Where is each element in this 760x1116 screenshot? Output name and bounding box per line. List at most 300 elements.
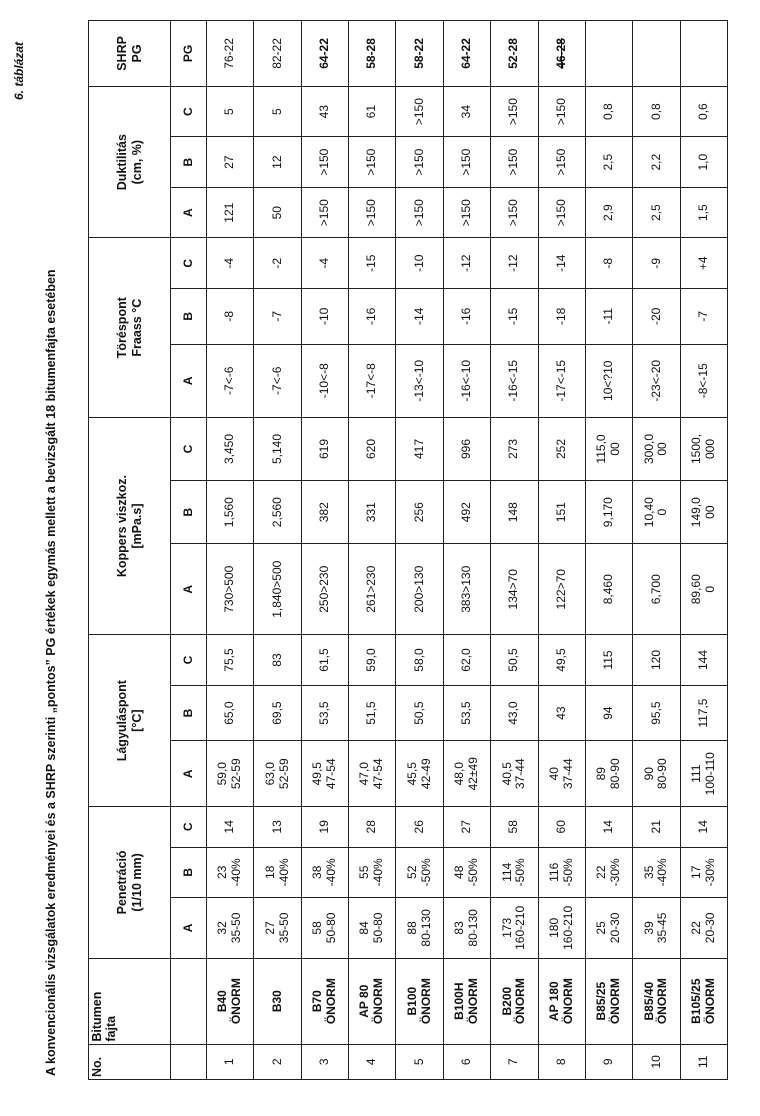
header-koppers-line1: Koppers viszkoz. — [115, 475, 130, 578]
cell-kop-c: 996 — [443, 417, 490, 480]
cell-pen-b — [680, 847, 727, 898]
cell-kop-a: 261>230 — [349, 544, 396, 635]
cell-line: 40,5 — [499, 762, 514, 786]
cell-no: 10 — [633, 1044, 680, 1079]
subheader-c: C — [171, 86, 207, 137]
cell-line: 00 — [608, 442, 623, 456]
cell-line: 000 — [702, 438, 717, 459]
cell-duk-a: 1,5 — [680, 187, 727, 238]
cell-line: 80-130 — [465, 909, 480, 947]
subheader-a: A — [171, 544, 207, 635]
cell-kop-b: 256 — [396, 481, 443, 544]
cell-pg: 46-28 — [538, 21, 585, 87]
cell-pen-a — [254, 898, 301, 959]
cell-pg: 58-28 — [349, 21, 396, 87]
table-header — [89, 21, 207, 1080]
subheader-empty — [171, 1044, 207, 1079]
cell-line: 22 — [689, 921, 703, 935]
cell-kop-c — [585, 417, 632, 480]
header-torespont-line1: Töréspont — [115, 297, 130, 359]
cell-name — [207, 958, 254, 1044]
table-row — [491, 21, 538, 1080]
cell-pen-c: 58 — [491, 807, 538, 847]
cell-name — [585, 958, 632, 1044]
cell-pen-c: 28 — [349, 807, 396, 847]
cell-lag-b: 50,5 — [396, 685, 443, 741]
cell-lag-a — [254, 741, 301, 807]
cell-duk-c: 5 — [207, 86, 254, 137]
cell-line: 0 — [655, 508, 670, 516]
cell-line: ÖNORM — [655, 978, 670, 1025]
cell-kop-b — [680, 481, 727, 544]
cell-name — [538, 958, 585, 1044]
table-row — [254, 21, 301, 1080]
cell-kop-a — [680, 544, 727, 635]
cell-no: 4 — [349, 1044, 396, 1079]
cell-line: 47,0 — [357, 762, 372, 786]
cell-lag-b: 65,0 — [207, 685, 254, 741]
cell-tor-b: -7 — [680, 289, 727, 345]
cell-pen-b — [207, 847, 254, 898]
header-lagyulaspont-line1: Lágyuláspont — [115, 680, 130, 762]
cell-name — [491, 958, 538, 1044]
subheader-empty — [171, 958, 207, 1044]
cell-line: ÖNORM — [560, 978, 575, 1025]
cell-duk-c: 5 — [254, 86, 301, 137]
cell-kop-a: 6,700 — [633, 544, 680, 635]
cell-line: 35-50 — [229, 912, 244, 944]
cell-pen-b — [254, 847, 301, 898]
cell-line: 80-90 — [655, 758, 670, 790]
cell-line: 42±49 — [465, 757, 480, 791]
cell-line: 32 — [215, 921, 230, 935]
cell-line: 48 — [452, 865, 467, 879]
cell-pen-c: 27 — [443, 807, 490, 847]
table-row — [585, 21, 632, 1080]
header-penetracio-line2: (1/10 mm) — [129, 853, 144, 912]
cell-tor-b: -8 — [207, 289, 254, 345]
cell-duk-c: >150 — [538, 86, 585, 137]
cell-lag-b: 53,5 — [301, 685, 348, 741]
cell-line: 39 — [641, 921, 656, 935]
cell-no: 2 — [254, 1044, 301, 1079]
cell-line: 116 — [546, 862, 561, 882]
cell-duk-c: 0,6 — [680, 86, 727, 137]
cell-kop-b: 382 — [301, 481, 348, 544]
cell-lag-b: 94 — [585, 685, 632, 741]
cell-duk-a: >150 — [301, 187, 348, 238]
cell-line: 25 — [594, 921, 609, 935]
cell-pen-b — [633, 847, 680, 898]
cell-line: B30 — [269, 990, 284, 1013]
cell-kop-c — [680, 417, 727, 480]
cell-lag-a — [680, 741, 727, 807]
cell-line: -40% — [276, 858, 291, 887]
cell-tor-c: +4 — [680, 238, 727, 289]
cell-pen-a — [301, 898, 348, 959]
cell-tor-c: -9 — [633, 238, 680, 289]
data-table — [88, 20, 728, 1080]
cell-pen-b — [349, 847, 396, 898]
subheader-a: A — [171, 898, 207, 959]
cell-pen-c: 14 — [207, 807, 254, 847]
cell-kop-a: 134>70 — [491, 544, 538, 635]
cell-line: 17 — [689, 865, 703, 879]
cell-pg: 58-22 — [396, 21, 443, 87]
cell-line: 180 — [546, 917, 561, 938]
cell-lag-c: 50,5 — [491, 635, 538, 686]
cell-pen-c: 14 — [680, 807, 727, 847]
cell-tor-c: -4 — [301, 238, 348, 289]
cell-pg: 64-22 — [301, 21, 348, 87]
header-duktilitas — [89, 86, 171, 238]
cell-line: -50% — [465, 858, 480, 887]
table-row — [396, 21, 443, 1080]
cell-line: 35 — [641, 865, 656, 879]
table-caption: 6. táblázat — [12, 41, 26, 100]
cell-pen-c: 13 — [254, 807, 301, 847]
cell-no: 3 — [301, 1044, 348, 1079]
cell-no: 7 — [491, 1044, 538, 1079]
header-penetracio — [89, 807, 171, 959]
cell-pen-c: 19 — [301, 807, 348, 847]
cell-line: 84 — [357, 921, 372, 935]
cell-pg: 76-22 — [207, 21, 254, 87]
cell-tor-b: -11 — [585, 289, 632, 345]
cell-tor-a: -7<-6 — [254, 344, 301, 417]
cell-kop-b: 1,560 — [207, 481, 254, 544]
cell-pen-b — [396, 847, 443, 898]
cell-line: B85/25 — [594, 981, 609, 1021]
cell-pen-c: 21 — [633, 807, 680, 847]
header-duktilitas-line2: (cm, %) — [129, 139, 144, 185]
cell-kop-c: 5,140 — [254, 417, 301, 480]
cell-tor-a: -7<-6 — [207, 344, 254, 417]
header-shrp-line2: PG — [129, 44, 144, 63]
cell-line: 89 — [594, 767, 609, 781]
cell-lag-a — [491, 741, 538, 807]
cell-line: 114 — [499, 862, 514, 882]
cell-line: 27 — [262, 921, 277, 935]
cell-line: 50-80 — [323, 912, 338, 944]
cell-lag-c: 49,5 — [538, 635, 585, 686]
header-bitumen-line1: Bitumen — [90, 991, 104, 1042]
cell-duk-c: 43 — [301, 86, 348, 137]
cell-line: ÖNORM — [418, 978, 433, 1025]
cell-line: B40 — [215, 990, 230, 1013]
cell-kop-c: 252 — [538, 417, 585, 480]
header-bitumen-line2: fajta — [104, 1015, 119, 1042]
cell-kop-c — [633, 417, 680, 480]
cell-line: 45,5 — [404, 762, 419, 786]
subheader-b: B — [171, 137, 207, 188]
cell-tor-c: -15 — [349, 238, 396, 289]
cell-pen-c: 26 — [396, 807, 443, 847]
cell-tor-a: -17<-15 — [538, 344, 585, 417]
cell-pen-a — [538, 898, 585, 959]
cell-tor-b: -15 — [491, 289, 538, 345]
cell-pen-a — [633, 898, 680, 959]
cell-lag-b: 43 — [538, 685, 585, 741]
cell-line: -40% — [323, 858, 338, 887]
cell-lag-a — [349, 741, 396, 807]
cell-kop-b: 492 — [443, 481, 490, 544]
cell-lag-a — [301, 741, 348, 807]
cell-line: 50-80 — [371, 912, 386, 944]
cell-line: ÖNORM — [702, 978, 717, 1025]
cell-tor-a: -10<-8 — [301, 344, 348, 417]
cell-name — [680, 958, 727, 1044]
cell-kop-c: 619 — [301, 417, 348, 480]
cell-pen-a — [207, 898, 254, 959]
cell-line: 00 — [655, 442, 670, 456]
cell-line: 47-54 — [323, 758, 338, 790]
header-bitumen — [89, 958, 171, 1044]
cell-line: 37-44 — [560, 758, 575, 790]
cell-line: 160-210 — [560, 905, 575, 950]
cell-kop-a: 250>230 — [301, 544, 348, 635]
subheader-c: C — [171, 807, 207, 847]
cell-duk-c: 0,8 — [633, 86, 680, 137]
cell-lag-c: 120 — [633, 635, 680, 686]
cell-line: 47-54 — [371, 758, 386, 790]
cell-kop-c: 273 — [491, 417, 538, 480]
cell-no: 11 — [680, 1044, 727, 1079]
cell-tor-c: -10 — [396, 238, 443, 289]
cell-lag-b: 95,5 — [633, 685, 680, 741]
cell-line: 160-210 — [513, 905, 528, 950]
table-body — [207, 21, 728, 1080]
cell-kop-c: 620 — [349, 417, 396, 480]
cell-line: 10,40 — [641, 497, 656, 528]
cell-line: 20-30 — [702, 912, 717, 944]
cell-duk-a: >150 — [349, 187, 396, 238]
cell-pen-a — [585, 898, 632, 959]
cell-line: 52 — [404, 865, 419, 879]
cell-pen-b — [301, 847, 348, 898]
cell-line: ÖNORM — [323, 978, 338, 1025]
cell-duk-a: >150 — [443, 187, 490, 238]
cell-line: 58 — [310, 921, 325, 935]
cell-line: -40% — [371, 858, 386, 887]
cell-lag-c: 75,5 — [207, 635, 254, 686]
cell-duk-a: >150 — [491, 187, 538, 238]
header-duktilitas-line1: Duktilitás — [115, 134, 130, 191]
cell-no: 9 — [585, 1044, 632, 1079]
cell-line: -40% — [655, 858, 670, 887]
cell-kop-c: 417 — [396, 417, 443, 480]
cell-line: -40% — [229, 858, 244, 887]
cell-line: 00 — [702, 505, 717, 519]
cell-line: 0 — [702, 585, 717, 593]
cell-duk-b: 2,5 — [585, 137, 632, 188]
table-row — [349, 21, 396, 1080]
cell-lag-a — [633, 741, 680, 807]
cell-lag-b: 51,5 — [349, 685, 396, 741]
cell-name — [396, 958, 443, 1044]
cell-duk-a: 2,9 — [585, 187, 632, 238]
cell-no: 5 — [396, 1044, 443, 1079]
subheader-pg: PG — [171, 21, 207, 87]
table-row — [443, 21, 490, 1080]
cell-line: ÖNORM — [513, 978, 528, 1025]
cell-lag-a — [443, 741, 490, 807]
cell-line: -50% — [513, 858, 528, 887]
cell-pg: 52-28 — [491, 21, 538, 87]
cell-line: ÖNORM — [371, 978, 386, 1025]
subheader-c: C — [171, 238, 207, 289]
cell-lag-c: 115 — [585, 635, 632, 686]
cell-lag-b: 69,5 — [254, 685, 301, 741]
cell-line: 88 — [404, 921, 419, 935]
cell-line: B200 — [499, 986, 514, 1016]
cell-line: 149,0 — [689, 497, 703, 528]
cell-lag-c: 59,0 — [349, 635, 396, 686]
subheader-b: B — [171, 847, 207, 898]
cell-kop-a: 200>130 — [396, 544, 443, 635]
cell-line: B100H — [452, 982, 467, 1020]
cell-pg — [585, 21, 632, 87]
cell-tor-b: -20 — [633, 289, 680, 345]
cell-line: 90 — [641, 767, 656, 781]
table-row — [680, 21, 727, 1080]
cell-duk-c: 34 — [443, 86, 490, 137]
cell-tor-b: -16 — [443, 289, 490, 345]
cell-kop-a: 730>500 — [207, 544, 254, 635]
cell-line: -50% — [560, 858, 575, 887]
cell-duk-b: >150 — [538, 137, 585, 188]
header-lagyulaspont-line2: [°C] — [129, 709, 144, 732]
cell-name — [301, 958, 348, 1044]
cell-line: 300,0 — [641, 433, 656, 464]
cell-tor-a: -13<-10 — [396, 344, 443, 417]
cell-line: 55 — [357, 865, 372, 879]
subheader-b: B — [171, 685, 207, 741]
cell-duk-b: 12 — [254, 137, 301, 188]
header-lagyulaspont — [89, 635, 171, 807]
cell-duk-c: 61 — [349, 86, 396, 137]
cell-line: ÖNORM — [229, 978, 244, 1025]
cell-lag-a — [396, 741, 443, 807]
cell-name — [443, 958, 490, 1044]
subheader-a: A — [171, 741, 207, 807]
cell-tor-b: -10 — [301, 289, 348, 345]
cell-kop-b — [633, 481, 680, 544]
header-no: No. — [89, 1044, 171, 1079]
cell-tor-c: -4 — [207, 238, 254, 289]
header-koppers-line2: [mPa.s] — [129, 503, 144, 549]
cell-kop-a: 122>70 — [538, 544, 585, 635]
cell-line: 63,0 — [262, 762, 277, 786]
cell-pg: 64-22 — [443, 21, 490, 87]
cell-tor-a: -16<-15 — [491, 344, 538, 417]
cell-kop-a: 1,840>500 — [254, 544, 301, 635]
table-title: A konvencionális vizsgálatok eredményei és a SHRP szerinti „pontos” PG értékek egymás mellett a bevizsgált 18 bitumenfajta esetében — [44, 269, 58, 1076]
cell-tor-a: -8<-15 — [680, 344, 727, 417]
cell-line: 37-44 — [513, 758, 528, 790]
cell-line: 22 — [594, 865, 609, 879]
cell-lag-a — [585, 741, 632, 807]
cell-line: B85/40 — [641, 981, 656, 1021]
cell-line: 52-59 — [276, 758, 291, 790]
cell-lag-b: 117,5 — [680, 685, 727, 741]
cell-line: -50% — [418, 858, 433, 887]
cell-duk-b: 27 — [207, 137, 254, 188]
cell-tor-a: 10<?10 — [585, 344, 632, 417]
cell-kop-b: 331 — [349, 481, 396, 544]
cell-lag-c: 61,5 — [301, 635, 348, 686]
cell-pen-c: 60 — [538, 807, 585, 847]
table-row — [207, 21, 254, 1080]
cell-lag-c: 62,0 — [443, 635, 490, 686]
cell-line: ÖNORM — [465, 978, 480, 1025]
cell-no: 6 — [443, 1044, 490, 1079]
cell-duk-a: 121 — [207, 187, 254, 238]
table-row — [301, 21, 348, 1080]
cell-tor-b: -18 — [538, 289, 585, 345]
cell-line: 48,0 — [452, 762, 467, 786]
cell-line: 115,0 — [594, 434, 609, 464]
cell-pen-c: 14 — [585, 807, 632, 847]
cell-tor-c: -14 — [538, 238, 585, 289]
cell-duk-c: >150 — [396, 86, 443, 137]
table-row — [633, 21, 680, 1080]
cell-kop-c: 3,450 — [207, 417, 254, 480]
cell-pg — [633, 21, 680, 87]
header-shrp — [89, 21, 171, 87]
cell-duk-b: 2,2 — [633, 137, 680, 188]
cell-duk-b: >150 — [443, 137, 490, 188]
cell-pen-a — [491, 898, 538, 959]
cell-line: -30% — [608, 858, 623, 887]
cell-line: 80-90 — [608, 758, 623, 790]
cell-line: 40 — [546, 767, 561, 781]
header-koppers — [89, 417, 171, 634]
cell-line: 18 — [262, 865, 277, 879]
cell-line: 1500, — [689, 433, 703, 464]
cell-line: 111 — [689, 764, 703, 783]
cell-pen-b — [443, 847, 490, 898]
cell-tor-c: -8 — [585, 238, 632, 289]
cell-kop-a: 383>130 — [443, 544, 490, 635]
table-row — [538, 21, 585, 1080]
cell-duk-c: 0,8 — [585, 86, 632, 137]
cell-line: 80-130 — [418, 909, 433, 947]
cell-tor-c: -12 — [443, 238, 490, 289]
cell-line: 173 — [499, 917, 514, 938]
header-penetracio-line1: Penetráció — [115, 850, 130, 915]
cell-duk-c: >150 — [491, 86, 538, 137]
cell-lag-c: 144 — [680, 635, 727, 686]
cell-duk-a: 2,5 — [633, 187, 680, 238]
cell-tor-b: -7 — [254, 289, 301, 345]
cell-line: 23 — [215, 865, 230, 879]
cell-lag-b: 53,5 — [443, 685, 490, 741]
cell-line: AP 180 — [546, 981, 561, 1022]
cell-no: 1 — [207, 1044, 254, 1079]
cell-tor-a: -16<-10 — [443, 344, 490, 417]
cell-line: B70 — [310, 990, 325, 1013]
header-shrp-line1: SHRP — [115, 36, 130, 71]
cell-pen-a — [396, 898, 443, 959]
cell-tor-c: -12 — [491, 238, 538, 289]
header-torespont-line2: Fraass °C — [129, 298, 144, 357]
cell-line: 52-59 — [229, 758, 244, 790]
cell-pen-b — [491, 847, 538, 898]
subheader-a: A — [171, 344, 207, 417]
cell-line: 89,60 — [689, 574, 703, 605]
cell-line: 100-110 — [702, 752, 717, 796]
